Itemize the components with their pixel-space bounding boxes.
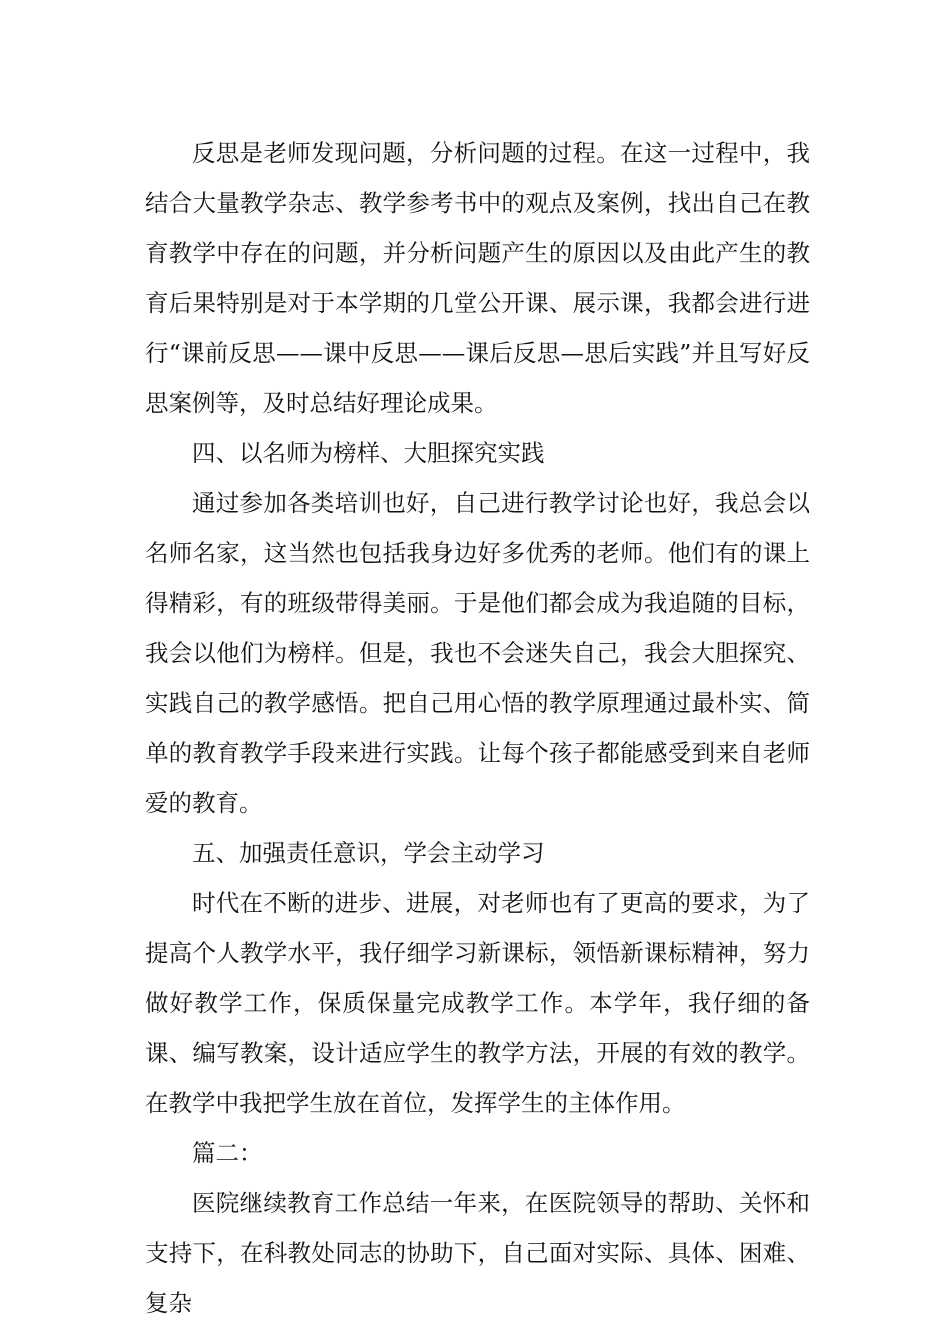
heading-part-two: 篇二：: [192, 1139, 263, 1167]
heading-section-five: 五、加强责任意识，学会主动学习: [192, 839, 545, 867]
paragraph-responsibility: 时代在不断的进步、进展，对老师也有了更高的要求，为了提高个人教学水平，我仔细学习新课标，领悟新课标精神，努力做好教学工作，保质保量完成教学工作。本学年，我仔细的备课、编写教案，设计适应学生的教学方法，开展的有效的教学。在教学中我把学生放在首位，发挥学生的主体作用。: [145, 889, 810, 1117]
document-body: [145, 128, 810, 1328]
paragraph-hospital-summary: 医院继续教育工作总结一年来，在医院领导的帮助、关怀和支持下，在科教处同志的协助下，自己面对实际、具体、困难、复杂: [145, 1189, 810, 1317]
heading-section-four: 四、以名师为榜样、大胆探究实践: [192, 439, 545, 467]
paragraph-role-models: 通过参加各类培训也好，自己进行教学讨论也好，我总会以名师名家，这当然也包括我身边好多优秀的老师。他们有的课上得精彩，有的班级带得美丽。于是他们都会成为我追随的目标，我会以他们为榜样。但是，我也不会迷失自己，我会大胆探究、实践自己的教学感悟。把自己用心悟的教学原理通过最朴实、简单的教育教学手段来进行实践。让每个孩子都能感受到来自老师爱的教育。: [145, 489, 810, 817]
paragraph-reflection: 反思是老师发现问题，分析问题的过程。在这一过程中，我结合大量教学杂志、教学参考书中的观点及案例，找出自己在教育教学中存在的问题，并分析问题产生的原因以及由此产生的教育后果特别是对于本学期的几堂公开课、展示课，我都会进行进行“课前反思——课中反思——课后反思—思后实践”并且写好反思案例等，及时总结好理论成果。: [145, 139, 810, 417]
